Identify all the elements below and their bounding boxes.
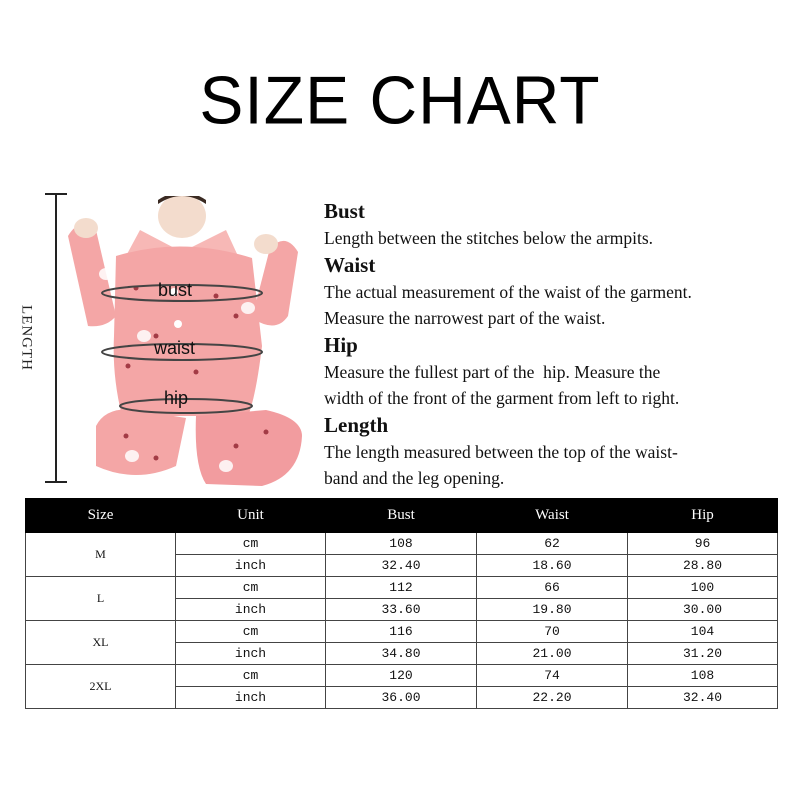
- hip-cell: 100: [628, 577, 778, 599]
- hip-cell: 104: [628, 621, 778, 643]
- bust-cell: 112: [326, 577, 477, 599]
- header-size: Size: [26, 499, 176, 533]
- hip-cell: 96: [628, 533, 778, 555]
- waist-heading: Waist: [324, 253, 376, 277]
- size-cell: L: [26, 577, 176, 621]
- waist-cell: 74: [477, 665, 628, 687]
- measurement-descriptions: [324, 197, 784, 491]
- size-cell: XL: [26, 621, 176, 665]
- unit-cell: cm: [176, 665, 326, 687]
- hip-text-1: Measure the fullest part of the hip. Measure the: [324, 362, 661, 382]
- table-header-row: [26, 499, 778, 533]
- ruler-top-cap: [45, 193, 67, 195]
- header-waist: Waist: [477, 499, 628, 533]
- hip-cell: 31.20: [628, 643, 778, 665]
- header-unit: Unit: [176, 499, 326, 533]
- length-heading: Length: [324, 413, 389, 437]
- waist-cell: 22.20: [477, 687, 628, 709]
- unit-cell: inch: [176, 599, 326, 621]
- bust-cell: 116: [326, 621, 477, 643]
- waist-text-1: The actual measurement of the waist of the garment.: [324, 282, 692, 302]
- bust-cell: 120: [326, 665, 477, 687]
- waist-cell: 21.00: [477, 643, 628, 665]
- hip-text-2: width of the front of the garment from left to right.: [324, 388, 680, 408]
- table-row: [26, 665, 778, 687]
- bust-cell: 36.00: [326, 687, 477, 709]
- hip-label: hip: [164, 388, 189, 408]
- bust-cell: 32.40: [326, 555, 477, 577]
- waist-cell: 19.80: [477, 599, 628, 621]
- unit-cell: cm: [176, 533, 326, 555]
- bust-cell: 33.60: [326, 599, 477, 621]
- table-row: [26, 577, 778, 599]
- hip-cell: 32.40: [628, 687, 778, 709]
- waist-cell: 70: [477, 621, 628, 643]
- unit-cell: inch: [176, 643, 326, 665]
- waist-label: waist: [154, 338, 196, 358]
- size-table: [25, 498, 778, 709]
- waist-cell: 62: [477, 533, 628, 555]
- length-label: LENGTH: [18, 305, 35, 371]
- waist-cell: 66: [477, 577, 628, 599]
- size-cell: M: [26, 533, 176, 577]
- hip-cell: 30.00: [628, 599, 778, 621]
- ruler-bottom-cap: [45, 481, 67, 483]
- unit-cell: cm: [176, 621, 326, 643]
- unit-cell: inch: [176, 687, 326, 709]
- ruler-line: [55, 193, 57, 483]
- length-text-2: band and the leg opening.: [324, 468, 505, 488]
- table-row: [26, 621, 778, 643]
- page-title: SIZE CHART: [199, 62, 601, 138]
- unit-cell: inch: [176, 555, 326, 577]
- waist-text-2: Measure the narrowest part of the waist.: [324, 308, 606, 328]
- header-bust: Bust: [326, 499, 477, 533]
- hip-cell: 108: [628, 665, 778, 687]
- table-row: [26, 533, 778, 555]
- header-hip: Hip: [628, 499, 778, 533]
- bust-cell: 34.80: [326, 643, 477, 665]
- size-cell: 2XL: [26, 665, 176, 709]
- bust-text: Length between the stitches below the armpits.: [324, 228, 654, 248]
- bust-label: bust: [158, 280, 193, 300]
- hip-cell: 28.80: [628, 555, 778, 577]
- unit-cell: cm: [176, 577, 326, 599]
- bust-heading: Bust: [324, 199, 365, 223]
- length-text-1: The length measured between the top of the waist-: [324, 442, 678, 462]
- model-figure: [66, 196, 306, 488]
- waist-cell: 18.60: [477, 555, 628, 577]
- hip-heading: Hip: [324, 333, 358, 357]
- bust-cell: 108: [326, 533, 477, 555]
